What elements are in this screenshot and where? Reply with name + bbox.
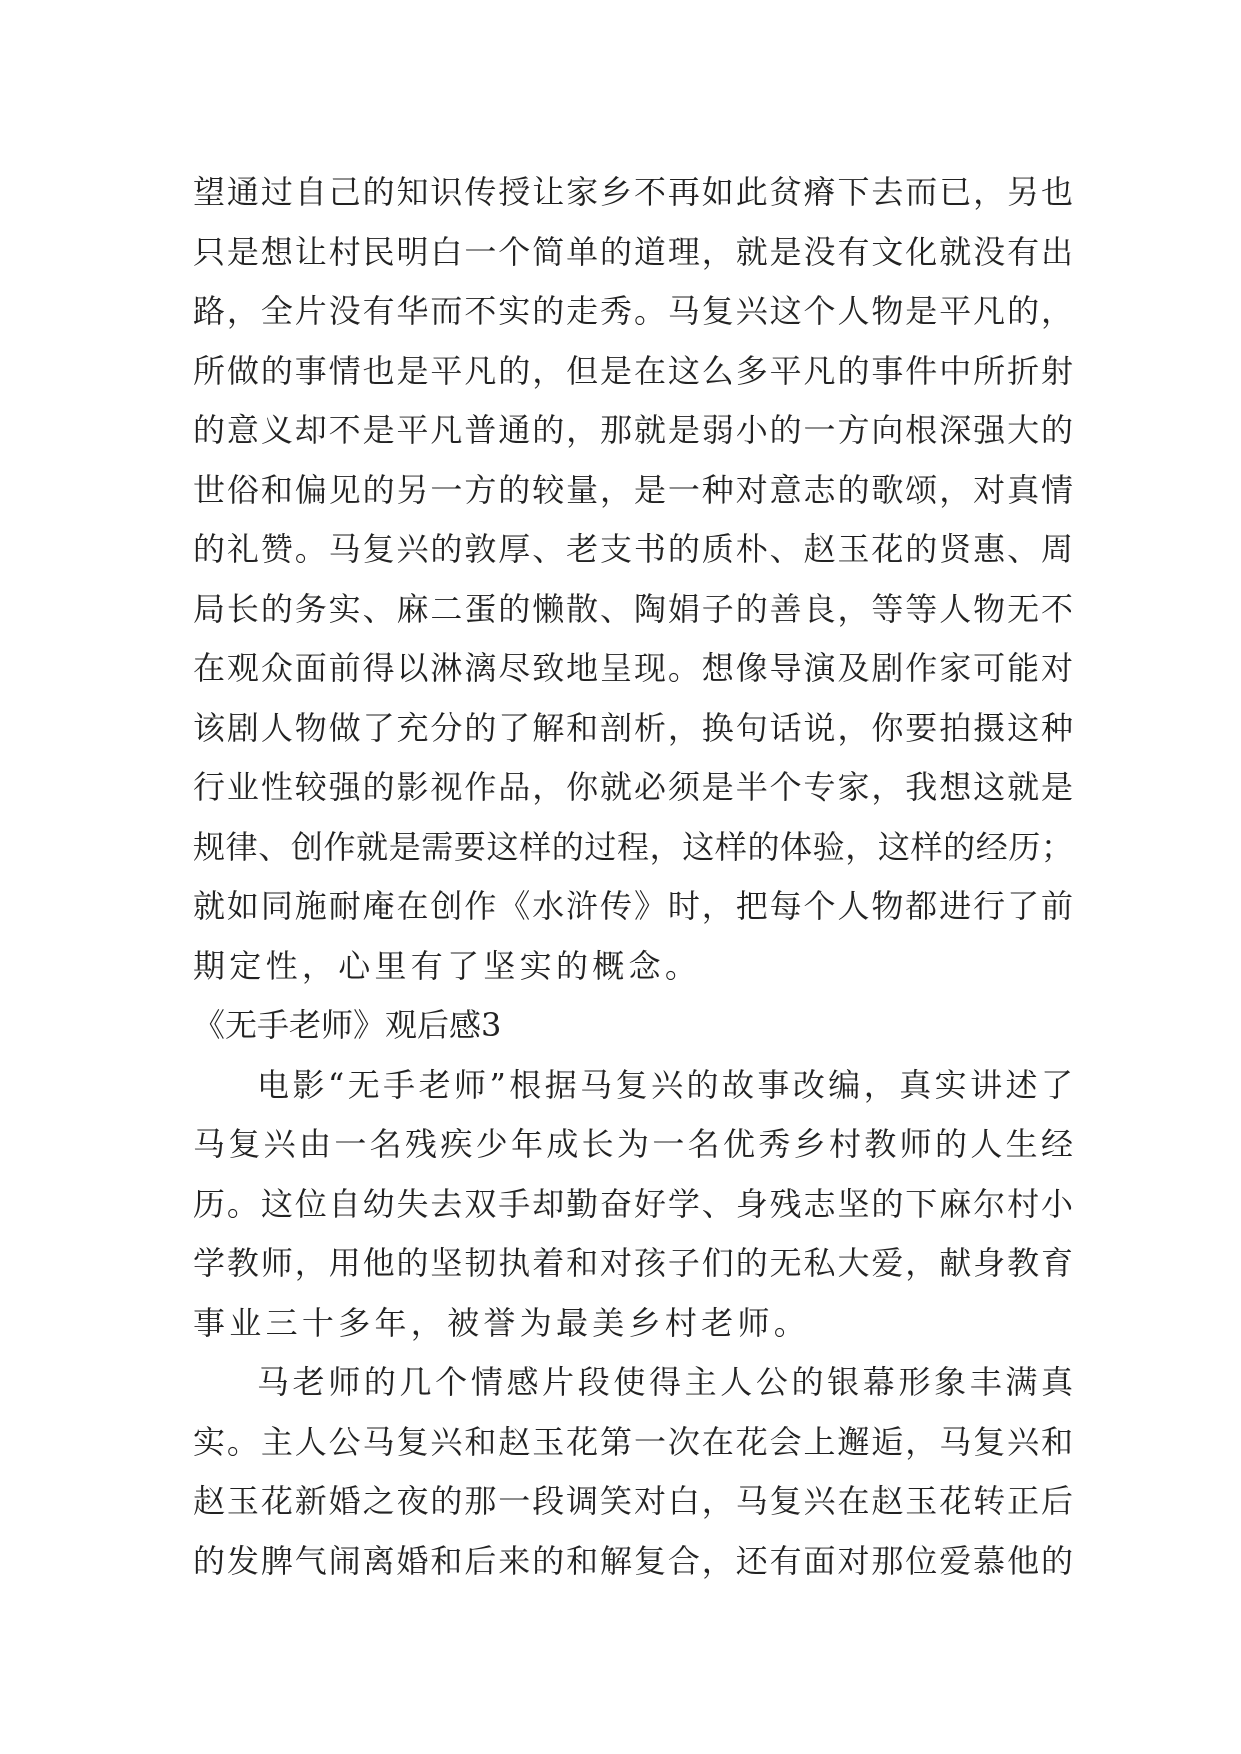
text-line: 局长的务实、麻二蛋的懒散、陶娟子的善良，等等人物无不 xyxy=(193,589,1073,628)
text-line: 历。这位自幼失去双手却勤奋好学、身残志坚的下麻尔村小 xyxy=(193,1184,1073,1223)
text-line: 马老师的几个情感片段使得主人公的银幕形象丰满真 xyxy=(257,1363,1073,1401)
text-line: 的意义却不是平凡普通的，那就是弱小的一方向根深强大的 xyxy=(193,411,1073,449)
text-line: 所做的事情也是平凡的，但是在这么多平凡的事件中所折射 xyxy=(193,351,1073,390)
paragraph-two xyxy=(193,1056,1073,1354)
paragraph-continued xyxy=(193,163,1073,996)
text-line: 学教师，用他的坚韧执着和对孩子们的无私大爱，献身教育 xyxy=(193,1244,1073,1282)
text-line: 望通过自己的知识传授让家乡不再如此贫瘠下去而已，另也 xyxy=(193,173,1073,211)
text-line: 的发脾气闹离婚和后来的和解复合，还有面对那位爱慕他的 xyxy=(193,1541,1073,1580)
text-line: 就如同施耐庵在创作《水浒传》时，把每个人物都进行了前 xyxy=(193,887,1073,925)
text-line: 实。主人公马复兴和赵玉花第一次在花会上邂逅，马复兴和 xyxy=(193,1422,1073,1461)
paragraph-three xyxy=(193,1353,1073,1591)
text-line: 赵玉花新婚之夜的那一段调笑对白，马复兴在赵玉花转正后 xyxy=(193,1482,1073,1520)
text-line: 只是想让村民明白一个简单的道理，就是没有文化就没有出 xyxy=(193,232,1073,271)
document-body xyxy=(193,163,1073,1591)
text-line: 行业性较强的影视作品，你就必须是半个专家，我想这就是 xyxy=(193,768,1073,806)
text-line: 路，全片没有华而不实的走秀。马复兴这个人物是平凡的， xyxy=(193,292,1073,330)
section-heading: 《无手老师》观后感3 xyxy=(193,1006,502,1044)
text-line: 事业三十多年，被誉为最美乡村老师。 xyxy=(193,1303,811,1342)
text-line: 世俗和偏见的另一方的较量，是一种对意志的歌颂，对真情 xyxy=(193,470,1073,509)
text-line: 在观众面前得以淋漓尽致地呈现。想像导演及剧作家可能对 xyxy=(193,649,1073,687)
text-line: 期定性，心里有了坚实的概念。 xyxy=(193,946,702,985)
text-line: 规律、创作就是需要这样的过程，这样的体验，这样的经历； xyxy=(193,827,1073,866)
text-line: 马复兴由一名残疾少年成长为一名优秀乡村教师的人生经 xyxy=(193,1125,1073,1163)
text-line: 该剧人物做了充分的了解和剖析，换句话说，你要拍摄这种 xyxy=(193,708,1073,747)
text-line: 的礼赞。马复兴的敦厚、老支书的质朴、赵玉花的贤惠、周 xyxy=(193,530,1073,568)
text-line: 电影“无手老师”根据马复兴的故事改编，真实讲述了 xyxy=(257,1065,1073,1104)
